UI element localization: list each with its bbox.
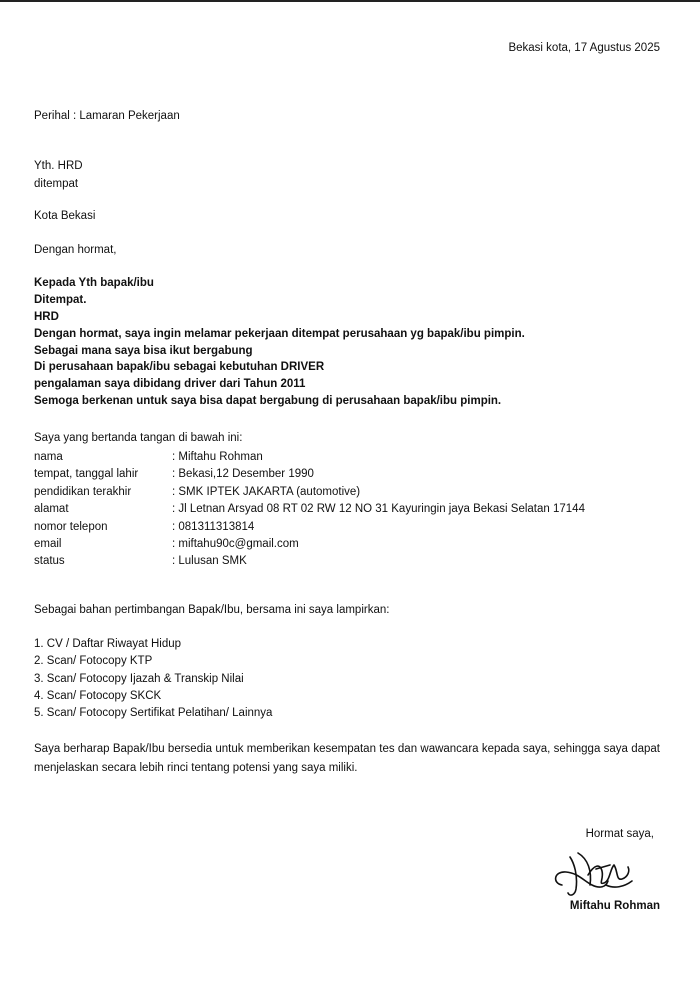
identity-row [34,553,585,570]
identity-label: status [34,555,65,568]
identity-label: nomor telepon [34,520,108,533]
attachment-item: 1. CV / Daftar Riwayat Hidup [34,638,182,650]
attachments-list [34,636,272,722]
bold-line: pengalaman saya dibidang driver dari Tahun 2011 [34,378,306,391]
recipient-line: ditempat [34,177,79,190]
bold-line: Sebagai mana saya bisa ikut bergabung [34,344,253,357]
recipient-block [34,158,83,194]
letter-date: Bekasi kota, 17 Agustus 2025 [508,42,660,54]
bold-line: Dengan hormat, saya ingin melamar pekerjaan ditempat perusahaan yg bapak/ibu pimpin. [34,327,525,340]
identity-row [34,449,585,466]
identity-table [34,449,585,571]
bold-line: Ditempat. [34,293,87,306]
bold-line: Kepada Yth bapak/ibu [34,277,154,289]
identity-row [34,519,585,536]
identity-value: : 081311313814 [172,520,255,533]
attachments-intro: Sebagai bahan pertimbangan Bapak/Ibu, bersama ini saya lampirkan: [34,604,390,616]
identity-row [34,536,585,553]
identity-label: pendidikan terakhir [34,485,132,498]
identity-label: nama [34,451,63,463]
top-border [0,0,700,2]
identity-value: : Lulusan SMK [172,555,247,568]
identity-value: : Bekasi,12 Desember 1990 [172,468,314,481]
attachment-item: 2. Scan/ Fotocopy KTP [34,655,153,668]
closing-paragraph: Saya berharap Bapak/Ibu bersedia untuk memberikan kesempatan tes dan wawancara kepada saya, sehingga saya dapat menjelaskan secara lebih rinci tentang potensi yang saya miliki. [34,743,660,774]
identity-intro: Saya yang bertanda tangan di bawah ini: [34,432,243,444]
identity-row [34,501,585,518]
attachment-item: 3. Scan/ Fotocopy Ijazah & Transkip Nilai [34,672,244,685]
bold-paragraph [34,275,525,410]
attachment-item: 5. Scan/ Fotocopy Sertifikat Pelatihan/ Lainnya [34,707,273,719]
identity-label: alamat [34,503,69,516]
signer-name: Miftahu Rohman [569,900,660,912]
recipient-city: Kota Bekasi [34,210,96,222]
recipient-line: Yth. HRD [34,160,83,172]
identity-value: : Jl Letnan Arsyad 08 RT 02 RW 12 NO 31 Kayuringin jaya Bekasi Selatan 17144 [172,503,585,516]
bold-line: Semoga berkenan untuk saya bisa dapat bergabung di perusahaan bapak/ibu pimpin. [34,395,502,408]
regards: Hormat saya, [585,828,654,840]
identity-row [34,484,585,501]
greeting: Dengan hormat, [34,244,117,256]
letter-subject: Perihal : Lamaran Pekerjaan [34,110,180,122]
signature-icon [548,845,648,903]
identity-value: : miftahu90c@gmail.com [172,538,299,551]
bold-line: HRD [34,310,59,323]
identity-label: tempat, tanggal lahir [34,468,139,481]
identity-value: : Miftahu Rohman [172,451,263,463]
bold-line: Di perusahaan bapak/ibu sebagai kebutuhan DRIVER [34,361,325,374]
attachment-item: 4. Scan/ Fotocopy SKCK [34,689,162,702]
identity-row [34,466,585,483]
identity-label: email [34,538,62,551]
identity-value: : SMK IPTEK JAKARTA (automotive) [172,485,361,498]
